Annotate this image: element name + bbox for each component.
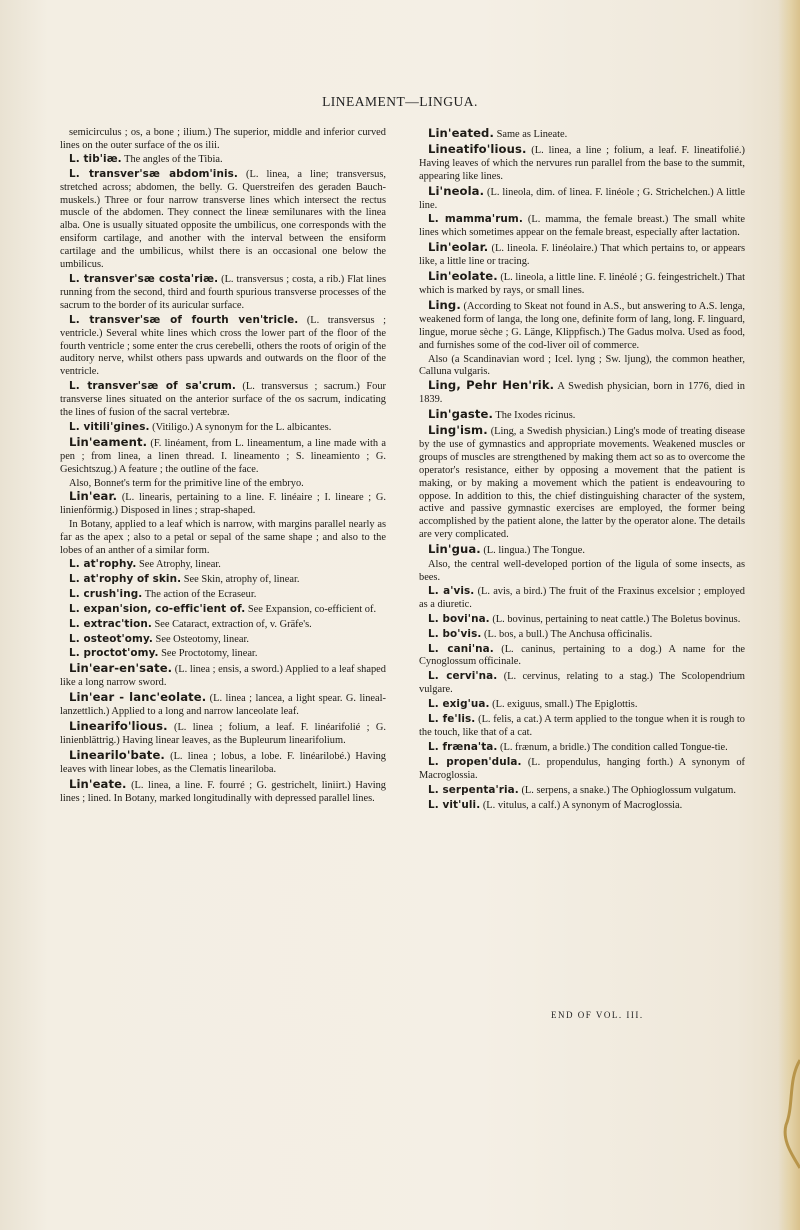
entry-definition: (L. linea ; folium, a leaf. F. linéarifolié ; G. linienblättrig.) Having linear leaves, as the Bupleurum linearifolium. xyxy=(60,721,386,746)
entry-headword: Lin'ear-en'sate. xyxy=(69,661,173,676)
dictionary-entry xyxy=(419,756,745,783)
entry-headword: L. osteot'omy. xyxy=(69,632,153,645)
entry-definition: (Ling, a Swedish physician.) Ling's mode of treating disease by the use of gymnastics and appropriate movements. Weakened muscles or groups of muscles are strengthened by making them act so as to overcome the operator's resistance, either by opposing a movement that the patient is making, or by making a movement which the patient is endeavouring to oppose. In addition to this, the chief distinguishing character of the system, active and passive gymnastic exercises are employed, the former being accomplished by the patient alone, the latter by the operator alone. The details are very complicated. xyxy=(419,426,745,541)
dictionary-entry xyxy=(60,720,386,748)
entry-definition: (L. frænum, a bridle.) The condition called Tongue-tie. xyxy=(497,741,728,753)
entry-definition: (L. mamma, the female breast.) The small white lines which sometimes appear on the female breast, especially after lactation. xyxy=(419,214,745,239)
entry-definition: (According to Skeat not found in A.S., but answering to A.S. lenga, weakened form of langa, the long one, definite form of lang, long. F. linguard, lingue, morue sèche ; G. Länge, Klippfisch.) The Gadus molva. Used as food, and furnishes some of the cod-liver oil of commerce. xyxy=(419,300,745,351)
entry-headword: Lin'ear - lanc'eolate. xyxy=(69,690,207,705)
entry-headword: L. vitili'gines. xyxy=(69,420,150,433)
entry-note xyxy=(60,127,386,153)
entry-definition: (Vitiligo.) A synonym for the L. albicantes. xyxy=(149,421,332,433)
entry-definition: (L. linea, a line ; folium, a leaf. F. lineatifolié.) Having leaves of which the nervures run parallel from the base to the summit, appearing like lines. xyxy=(419,144,745,182)
entry-headword: Lin'gaste. xyxy=(428,407,493,422)
entry-definition: See Expansion, co-efficient of. xyxy=(245,603,377,615)
entry-headword: L. mamma'rum. xyxy=(428,213,523,226)
entry-definition: See Proctotomy, linear. xyxy=(158,648,258,660)
entry-headword: L. fræna'ta. xyxy=(428,740,498,753)
dictionary-entry xyxy=(419,613,745,627)
dictionary-entry xyxy=(60,558,386,572)
entry-headword: Ling, Pehr Hen'rik. xyxy=(428,378,555,393)
entry-headword: Lin'eated. xyxy=(428,126,494,140)
dictionary-entry xyxy=(419,379,745,407)
entry-definition: See Atrophy, linear. xyxy=(136,559,221,570)
entry-definition: (L. transversus ; sacrum.) Four transverse lines situated on the anterior surface of the os sacrum, indicating the lines of fusion of the sacral vertebræ. xyxy=(60,381,386,419)
dictionary-entry xyxy=(60,380,386,420)
entry-headword: L. tib'iæ. xyxy=(69,152,122,165)
entry-note xyxy=(419,354,745,380)
entry-headword: Lin'eolar. xyxy=(428,240,489,255)
dictionary-entry xyxy=(60,691,386,719)
entry-definition: (L. transversus ; ventricle.) Several white lines which cross the lower part of the floor of the fourth ventricle ; some enter the crus cerebelli, others the roots of origin of the auditory nerve, whilst others pass upwards and outwards on the floor of the ventricle. xyxy=(60,314,386,378)
entry-headword: Lin'eate. xyxy=(69,776,127,791)
entry-definition: (L. linea, a line. F. fourré ; G. gestrichelt, liniirt.) Having lines ; lined. In Botany, marked longitudinally with depressed parallel lines. xyxy=(60,779,386,804)
entry-definition: See Osteotomy, linear. xyxy=(152,633,249,645)
dictionary-entry xyxy=(60,633,386,647)
entry-headword: Lin'eament. xyxy=(69,434,148,449)
entry-headword: L. serpenta'ria. xyxy=(428,783,519,796)
entry-headword: L. cervi'na. xyxy=(428,670,498,683)
entry-headword: L. at'rophy of skin. xyxy=(69,572,182,585)
entry-definition: (L. caninus, pertaining to a dog.) A name for the Cynoglossum officinale. xyxy=(419,643,745,668)
page-edge xyxy=(778,0,800,1230)
dictionary-entry xyxy=(60,573,386,587)
dictionary-entry xyxy=(60,153,386,167)
entry-definition: (L. serpens, a snake.) The Ophioglossum vulgatum. xyxy=(518,784,736,796)
entry-definition: (L. vitulus, a calf.) A synonym of Macroglossia. xyxy=(480,799,683,811)
entry-headword: L. crush'ing. xyxy=(69,587,143,600)
entry-headword: L. transver'sæ of sa'crum. xyxy=(69,380,236,393)
entry-definition: (L. exiguus, small.) The Epiglottis. xyxy=(489,699,638,711)
dictionary-entry xyxy=(60,490,386,518)
dictionary-entry xyxy=(60,421,386,435)
entry-definition: (L. lineola. F. linéolaire.) That which pertains to, or appears like, a little line or tracing. xyxy=(419,243,745,268)
entry-definition: (L. linea, a line; transversus, stretched across; abdomen, the belly. G. Querstreifen des geraden Bauch-muskels.) Three or four narrow transverse lines which intersect the rectus muscle of the abdomen. They connect the lineæ semilunares with the linea alba. One is usually situated opposite the umbilicus, one corresponds with the ensiform cartilage, and another with the interval between the ensiform cartilage and the umbilicus, whilst there is an occasional one below the umbilicus. xyxy=(60,168,386,271)
entry-definition: The Ixodes ricinus. xyxy=(493,410,576,422)
dictionary-entry xyxy=(419,424,745,542)
dictionary-entry xyxy=(419,241,745,269)
dictionary-entry xyxy=(419,628,745,642)
dictionary-entry xyxy=(419,713,745,740)
entry-headword: L. at'rophy. xyxy=(69,558,137,570)
entry-definition: A Swedish physician, born in 1776, died in 1839. xyxy=(419,381,745,406)
dictionary-entry xyxy=(419,643,745,670)
entry-definition: Also, Bonnet's term for the primitive line of the embryo. xyxy=(69,477,304,489)
end-of-volume-note: END OF VOL. III. xyxy=(551,1010,644,1020)
entry-definition: (F. linéament, from L. lineamentum, a line made with a pen ; from linea, a linen thread. I. lineamento ; S. lineamiento ; G. Gesichtszug.) A feature ; the outline of the face. xyxy=(60,437,386,475)
dictionary-entry xyxy=(419,799,745,813)
entry-definition: The action of the Ecraseur. xyxy=(142,588,257,600)
entry-definition: (L. bovinus, pertaining to neat cattle.) The Boletus bovinus. xyxy=(489,613,741,625)
entry-headword: L. bo'vis. xyxy=(428,627,482,640)
entry-headword: Linearifo'lious. xyxy=(69,718,168,733)
dictionary-entry xyxy=(60,314,386,380)
entry-headword: L. transver'sæ of fourth ven'tricle. xyxy=(69,313,299,326)
dictionary-entry xyxy=(419,408,745,423)
dictionary-entry xyxy=(60,778,386,806)
dictionary-entry xyxy=(60,647,386,661)
left-column xyxy=(60,127,386,806)
dictionary-entry xyxy=(60,436,386,477)
entry-definition: (L. avis, a bird.) The fruit of the Fraxinus excelsior ; employed as a diuretic. xyxy=(419,585,745,610)
entry-definition: Also (a Scandinavian word ; Icel. lyng ; Sw. ljung), the common heather, Calluna vulgaris. xyxy=(419,353,745,378)
entry-headword: L. proctot'omy. xyxy=(69,647,159,660)
dictionary-entry xyxy=(419,213,745,240)
entry-headword: Lin'gua. xyxy=(428,542,481,557)
dictionary-entry xyxy=(60,618,386,632)
entry-definition: (L. cervinus, relating to a stag.) The Scolopendrium vulgare. xyxy=(419,671,745,696)
entry-headword: L. propen'dula. xyxy=(428,755,522,768)
page-corner-ornament xyxy=(778,1050,800,1170)
dictionary-entry xyxy=(419,185,745,213)
dictionary-entry xyxy=(419,698,745,712)
dictionary-entry xyxy=(419,270,745,298)
entry-definition: In Botany, applied to a leaf which is narrow, with margins parallel nearly as far as the apex ; also to a petal or sepal of the same shape ; and also to the lobes of an anther of a similar form. xyxy=(60,519,386,557)
entry-definition: (L. linearis, pertaining to a line. F. linéaire ; I. lineare ; G. linienförmig.) Disposed in lines ; strap-shaped. xyxy=(60,492,386,517)
dictionary-entry xyxy=(419,741,745,755)
entry-headword: L. a'vis. xyxy=(428,584,475,597)
dictionary-entry xyxy=(419,585,745,612)
entry-definition: See Cataract, extraction of, v. Gräfe's. xyxy=(151,618,312,630)
entry-definition: (L. linea ; lobus, a lobe. F. linéarilobé.) Having leaves with linear lobes, as the Clematis lineariloba. xyxy=(60,750,386,775)
dictionary-entry xyxy=(60,749,386,777)
entry-headword: L. transver'sæ costa'riæ. xyxy=(69,272,219,285)
entry-definition: The angles of the Tibia. xyxy=(121,153,223,165)
dictionary-entry xyxy=(419,299,745,353)
dictionary-entry xyxy=(419,127,745,142)
dictionary-entry xyxy=(60,662,386,690)
dictionary-entry xyxy=(60,588,386,602)
dictionary-entry xyxy=(419,784,745,798)
entry-headword: L. fe'lis. xyxy=(428,713,476,726)
entry-definition: (L. transversus ; costa, a rib.) Flat lines running from the second, third and fourth spurious transverse processes of the sacrum to the border of its auricular surface. xyxy=(60,273,386,311)
entry-definition: semicirculus ; os, a bone ; ilium.) The superior, middle and inferior curved lines on the outer surface of the os ilii. xyxy=(60,127,386,151)
entry-definition: (L. bos, a bull.) The Anchusa officinalis. xyxy=(481,628,653,640)
dictionary-entry xyxy=(419,143,745,184)
dictionary-entry xyxy=(60,603,386,617)
entry-headword: Lin'ear. xyxy=(69,489,118,504)
entry-definition: (L. lineola, a little line. F. linéolé ; G. feingestrichelt.) That which is marked by rays, or small lines. xyxy=(419,272,745,296)
entry-headword: L. bovi'na. xyxy=(428,612,490,625)
dictionary-entry xyxy=(60,168,386,272)
entry-definition: (L. linea ; lancea, a light spear. G. lineal-lanzettlich.) Applied to a long and narrow lanceolate leaf. xyxy=(60,693,386,718)
entry-headword: L. cani'na. xyxy=(428,642,494,655)
entry-note xyxy=(419,559,745,585)
entry-definition: (L. lineola, dim. of linea. F. linéole ; G. Strichelchen.) A little line. xyxy=(419,186,745,211)
right-column xyxy=(419,127,745,813)
entry-note xyxy=(60,519,386,558)
entry-headword: Lin'eolate. xyxy=(428,269,498,284)
entry-headword: L. vit'uli. xyxy=(428,798,481,811)
running-head: LINEAMENT—LINGUA. xyxy=(322,94,478,109)
entry-definition: See Skin, atrophy of, linear. xyxy=(181,573,300,585)
entry-headword: Li'neola. xyxy=(428,183,485,198)
entry-headword: Ling'ism. xyxy=(428,423,488,438)
dictionary-entry xyxy=(419,543,745,558)
entry-definition: (L. propendulus, hanging forth.) A synonym of Macroglossia. xyxy=(419,756,745,781)
entry-headword: Lineatifo'lious. xyxy=(428,141,527,156)
entry-definition: (L. felis, a cat.) A term applied to the tongue when it is rough to the touch, like that of a cat. xyxy=(419,714,745,738)
entry-definition: (L. linea ; ensis, a sword.) Applied to a leaf shaped like a long narrow sword. xyxy=(60,664,386,689)
entry-headword: L. extrac'tion. xyxy=(69,617,152,630)
entry-headword: Ling. xyxy=(428,297,461,312)
entry-definition: Same as Lineate. xyxy=(493,129,568,140)
dictionary-entry xyxy=(419,670,745,697)
entry-headword: Linearilo'bate. xyxy=(69,747,165,762)
entry-definition: Also, the central well-developed portion of the ligula of some insects, as bees. xyxy=(419,559,745,583)
entry-headword: L. exig'ua. xyxy=(428,698,490,711)
dictionary-entry xyxy=(60,273,386,313)
entry-headword: L. expan'sion, co-effic'ient of. xyxy=(69,602,246,615)
entry-definition: (L. lingua.) The Tongue. xyxy=(480,545,585,557)
entry-headword: L. transver'sæ abdom'inis. xyxy=(69,167,238,180)
